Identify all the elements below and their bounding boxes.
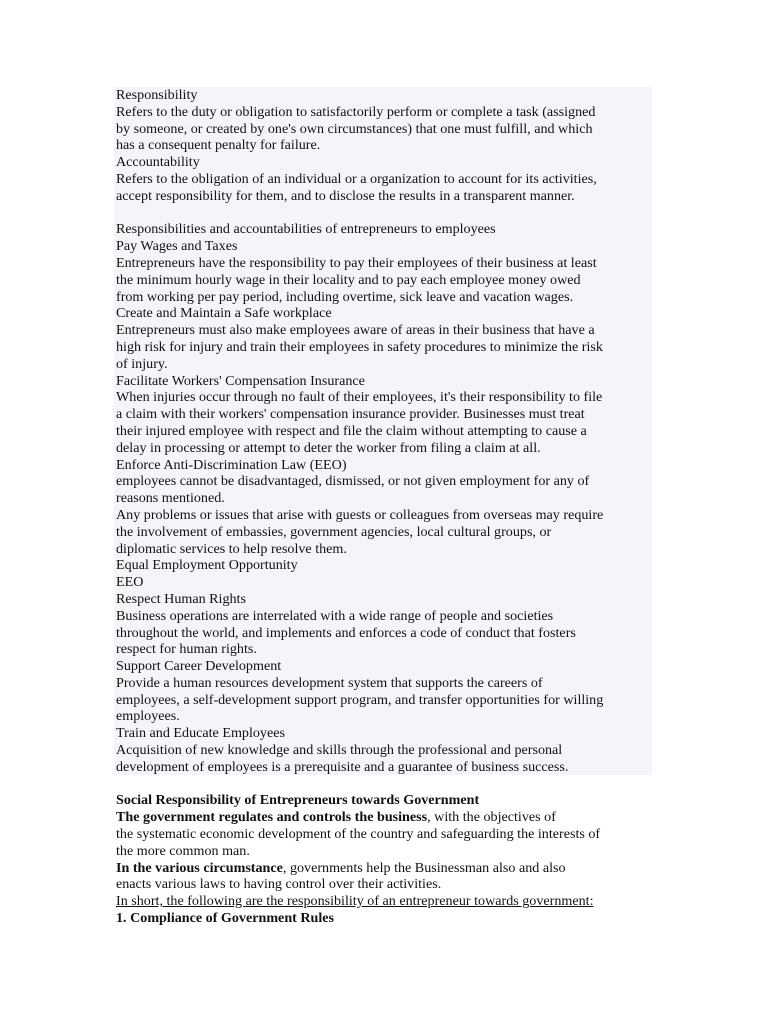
body-line [116,809,656,826]
compensation-heading: Facilitate Workers' Compensation Insurance [116,372,365,389]
body-line: employees cannot be disadvantaged, dismissed, or not given employment for any of [116,473,590,490]
body-line: of injury. [116,355,168,372]
human-rights-heading: Respect Human Rights [116,590,246,607]
body-line: Refers to the duty or obligation to satisfactorily perform or complete a task (assigned [116,103,596,120]
body-line: delay in processing or attempt to deter the worker from filing a claim at all. [116,439,541,456]
document-body [116,87,656,927]
body-line: When injuries occur through no fault of their employees, it's their responsibility to file [116,389,603,406]
underlined-summary: In short, the following are the responsibility of an entrepreneur towards government: [116,893,594,910]
body-line: the involvement of embassies, government agencies, local cultural groups, or [116,523,552,540]
body-line: has a consequent penalty for failure. [116,137,321,154]
body-line: reasons mentioned. [116,490,225,507]
body-line: enacts various laws to having control over their activities. [116,876,442,893]
body-line: high risk for injury and train their employees in safety procedures to minimize the risk [116,338,603,355]
body-line: by someone, or created by one's own circumstances) that one must fulfill, and which [116,120,593,137]
body-line: development of employees is a prerequisite and a guarantee of business success. [116,758,569,775]
body-line: Entrepreneurs have the responsibility to pay their employees of their business at least [116,254,597,271]
equal-opportunity-heading: Equal Employment Opportunity [116,557,298,574]
text-run: , governments help the Businessman also and also [282,859,566,876]
body-line: Acquisition of new knowledge and skills through the professional and personal [116,742,563,759]
blank-line [116,776,656,793]
text-run: , with the objectives of [427,809,556,826]
wages-heading: Pay Wages and Taxes [116,238,238,255]
safe-workplace-heading: Create and Maintain a Safe workplace [116,305,332,322]
responsibility-heading: Responsibility [116,87,198,103]
bold-phrase: In the various circumstance [116,859,283,876]
train-heading: Train and Educate Employees [116,725,285,742]
list-item-heading: 1. Compliance of Government Rules [116,910,335,927]
body-line: Refers to the obligation of an individual or a organization to account for its activities, [116,170,597,187]
body-line: throughout the world, and implements and enforces a code of conduct that fosters [116,624,576,641]
body-line: Any problems or issues that arise with guests or colleagues from overseas may require [116,506,604,523]
body-line: a claim with their workers' compensation insurance provider. Businesses must treat [116,406,585,423]
bold-phrase: The government regulates and controls the business [116,809,428,826]
blank-line [116,205,656,222]
body-line: accept responsibility for them, and to disclose the results in a transparent manner. [116,187,575,204]
body-line: employees. [116,708,180,725]
body-line: Business operations are interrelated with a wide range of people and societies [116,607,554,624]
body-line [116,860,656,877]
anti-discrimination-heading: Enforce Anti-Discrimination Law (EEO) [116,456,347,473]
body-line: the more common man. [116,842,250,859]
body-line: from working per pay period, including overtime, sick leave and vacation wages. [116,288,574,305]
career-heading: Support Career Development [116,658,282,675]
body-line: their injured employee with respect and file the claim without attempting to cause a [116,422,587,439]
eeo-abbreviation: EEO [116,574,144,591]
body-line: diplomatic services to help resolve them. [116,540,347,557]
body-line: respect for human rights. [116,641,257,658]
body-line: employees, a self-development support program, and transfer opportunities for willing [116,691,604,708]
government-section-heading: Social Responsibility of Entrepreneurs towards Government [116,792,480,809]
body-line: the minimum hourly wage in their locality and to pay each employee money owed [116,271,581,288]
employees-section-heading: Responsibilities and accountabilities of entrepreneurs to employees [116,221,496,238]
body-line: Provide a human resources development system that supports the careers of [116,674,543,691]
body-line: the systematic economic development of the country and safeguarding the interests of [116,826,601,843]
accountability-heading: Accountability [116,154,200,171]
body-line: Entrepreneurs must also make employees aware of areas in their business that have a [116,322,595,339]
